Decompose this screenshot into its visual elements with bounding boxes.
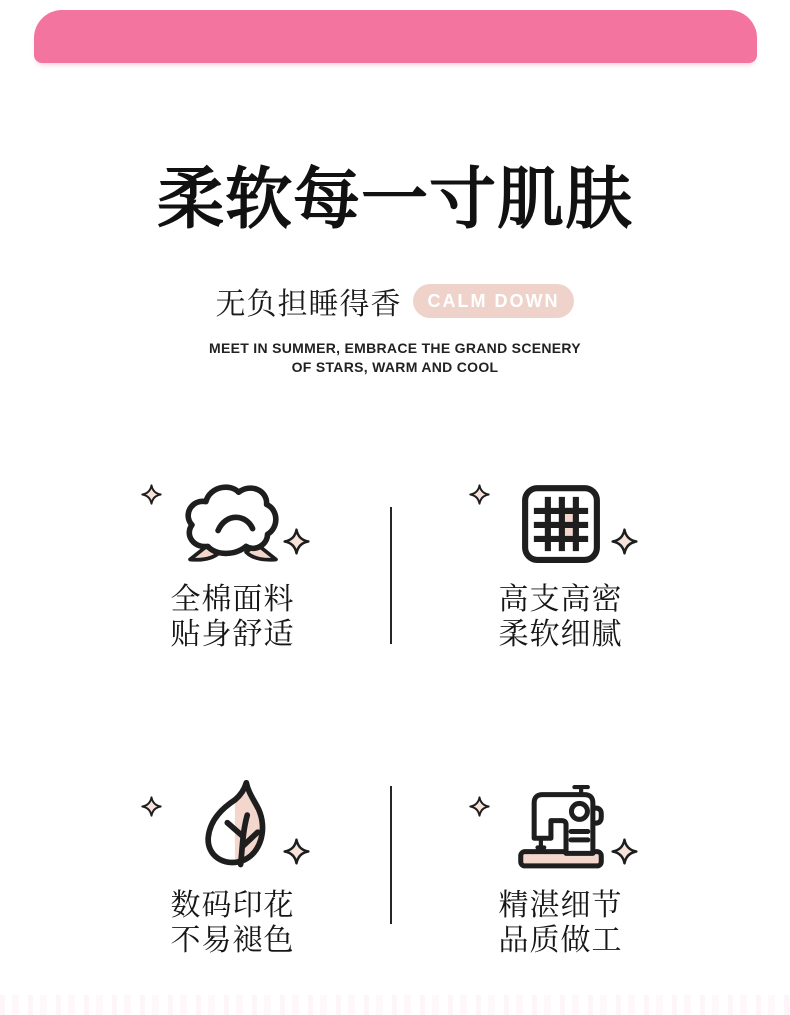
feature-label — [431, 582, 691, 652]
page-title: 柔软每一寸肌肤 — [157, 162, 633, 237]
sparkle-icon — [141, 796, 162, 817]
subtitle-row — [0, 282, 790, 320]
vertical-divider — [390, 786, 392, 924]
feature-label-line1: 精湛细节 — [498, 889, 623, 922]
tagline — [0, 339, 790, 376]
feature-label-line2: 柔软细腻 — [498, 618, 623, 651]
feature-row-1 — [0, 472, 790, 652]
feature-label-line2: 贴身舒适 — [170, 618, 295, 651]
sparkle-icon — [469, 796, 490, 817]
sewing-machine-icon — [431, 772, 691, 874]
sparkle-icon — [141, 484, 162, 505]
calm-down-badge: CALM DOWN — [413, 284, 575, 318]
vertical-divider — [390, 507, 392, 644]
feature-label-line2: 不易褪色 — [170, 924, 295, 957]
feature-label-line1: 数码印花 — [170, 889, 295, 922]
feature-label-line2: 品质做工 — [498, 924, 623, 957]
sparkle-icon — [469, 484, 490, 505]
feature-label — [103, 888, 363, 958]
feature-label-line1: 高支高密 — [498, 583, 623, 616]
feature-row-2 — [0, 772, 790, 958]
tagline-line-2: OF STARS, WARM AND COOL — [291, 358, 499, 375]
feature-craft — [395, 772, 790, 958]
subtitle-text: 无负担睡得香 — [215, 288, 402, 321]
feature-density — [395, 472, 790, 652]
feature-label — [103, 582, 363, 652]
bottom-trim — [0, 995, 790, 1015]
leaf-icon — [103, 772, 363, 874]
feature-print — [0, 772, 395, 958]
sparkle-icon — [283, 838, 310, 865]
feature-cotton — [0, 472, 395, 652]
feature-label — [431, 888, 691, 958]
sparkle-icon — [611, 838, 638, 865]
sparkle-icon — [283, 528, 310, 555]
tagline-line-1: MEET IN SUMMER, EMBRACE THE GRAND SCENERY — [209, 340, 581, 356]
header-accent-bar — [34, 10, 757, 63]
feature-label-line1: 全棉面料 — [170, 583, 295, 616]
sparkle-icon — [611, 528, 638, 555]
